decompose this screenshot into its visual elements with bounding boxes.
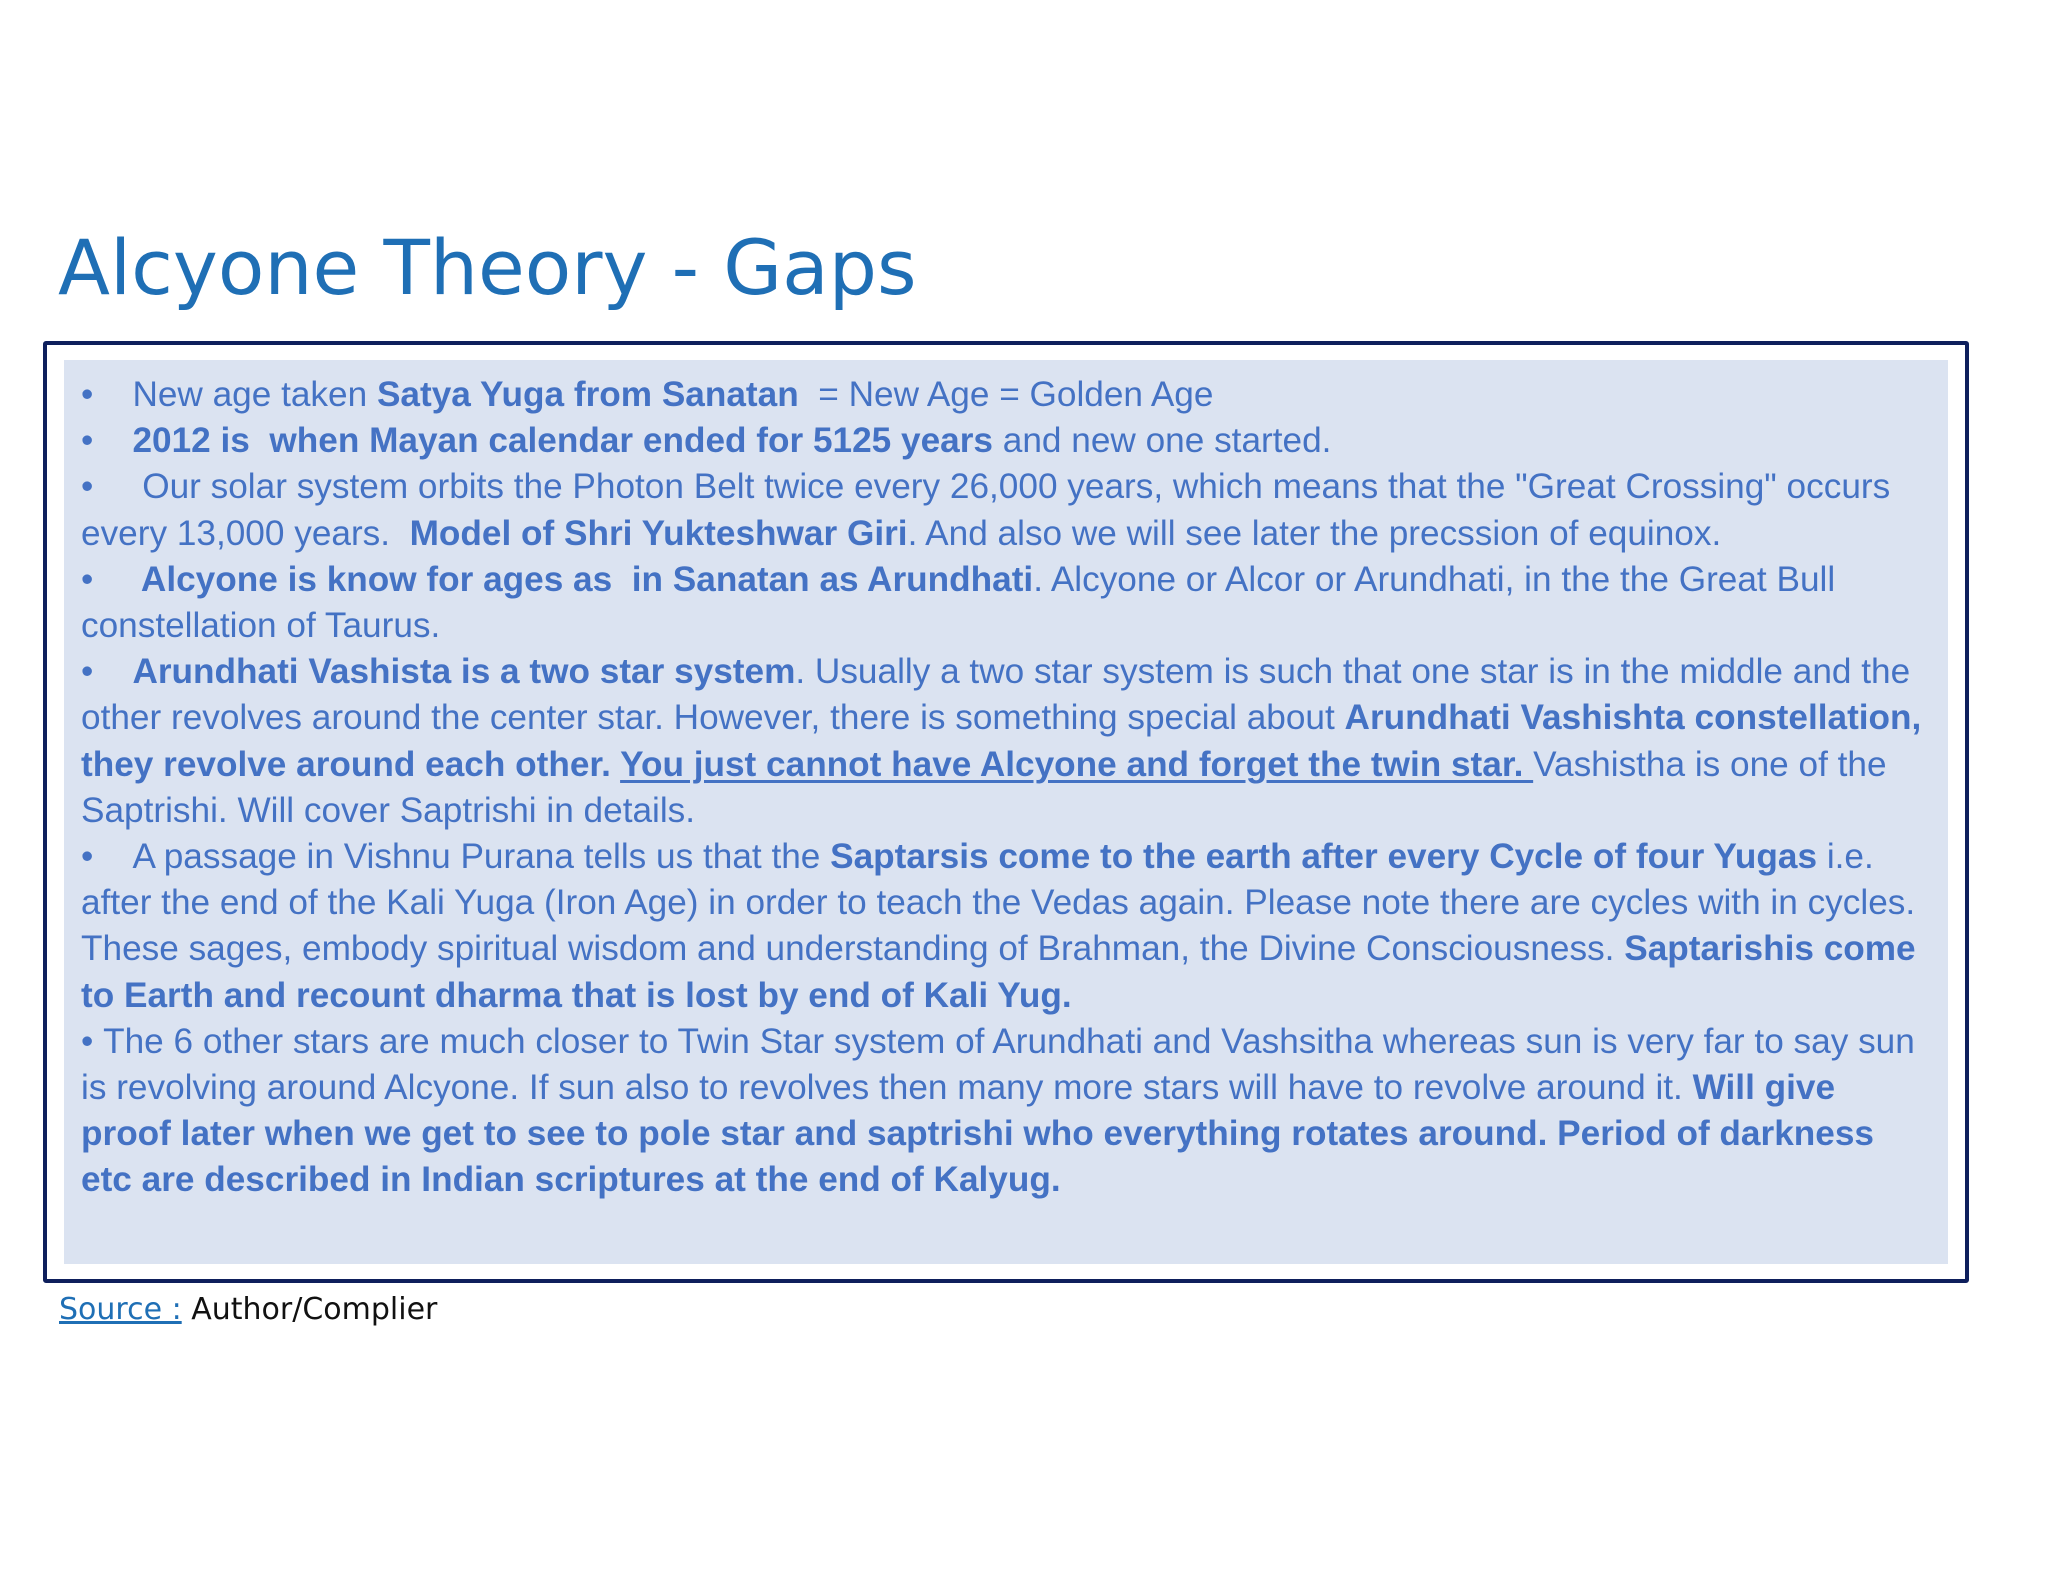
bold-text: Alcyone is know for ages as in Sanatan as Arundhati xyxy=(132,559,1034,599)
bullet-marker: • xyxy=(81,467,94,507)
body-text: and new one started. xyxy=(993,421,1332,461)
bold-text: Arundhati Vashishta constellation, they revolve around each other. xyxy=(81,698,1932,784)
bold-text: 2012 is when Mayan calendar ended for 5125 years xyxy=(132,421,994,461)
bold-text: Saptarsis come to the earth after every Cycle of four Yugas xyxy=(830,837,1818,877)
bullet-list xyxy=(64,360,1948,1264)
bullet-marker: • xyxy=(81,559,94,599)
body-text: A passage in Vishnu Purana tells us that the xyxy=(132,837,831,877)
bold-text: Will give proof later when we get to see to pole star and saptrishi who everything rotates around. Period of darkness etc are described in Indian scriptures at the end of Kalyug. xyxy=(81,1068,1884,1200)
bullet-marker: • xyxy=(81,375,94,414)
bullet-point xyxy=(81,649,1934,834)
bullet-marker: • xyxy=(81,837,94,877)
bold-text: Saptarishis come to Earth and recount dharma that is lost by end of Kali Yug. xyxy=(81,929,1926,1015)
body-text: . Usually a two star system is such that one star is in the middle and the other revolves around the center star. However, there is something special about xyxy=(81,652,1920,738)
bold-text: Model of Shri Yukteshwar Giri xyxy=(409,513,908,553)
bullet-point xyxy=(81,464,1934,556)
bullet-point xyxy=(81,418,1934,464)
source-value: Author/Complier xyxy=(191,1292,438,1327)
slide-title: Alcyone Theory - Gaps xyxy=(58,223,917,312)
body-text: i.e. after the end of the Kali Yuga (Iron Age) in order to teach the Vedas again. Please note there are cycles with in cycles. These sages, embody spiritual wisdom and understanding of Brahman, the Divine Consciousness. xyxy=(81,837,1925,969)
body-text: Our solar system orbits the Photon Belt twice every 26,000 years, which means that the "Great Crossing" occurs every 13,000 years. xyxy=(81,467,1900,553)
content-frame xyxy=(43,341,1969,1283)
bullet-point xyxy=(81,834,1934,1019)
bold-text: Arundhati Vashista is a two star system xyxy=(132,652,796,692)
body-text: Vashistha is one of the Saptrishi. Will cover Saptrishi in details. xyxy=(81,744,1897,830)
body-text: The 6 other stars are much closer to Twin Star system of Arundhati and Vashsitha whereas sun is very far to say sun is revolving around Alcyone. If sun also to revolves then many more stars will have to revolve around it. xyxy=(81,1021,1925,1108)
body-text: . And also we will see later the precssion of equinox. xyxy=(907,513,1722,553)
bullet-point xyxy=(81,557,1934,649)
body-text: New age taken xyxy=(132,375,377,414)
bullet-marker: • xyxy=(81,421,94,461)
body-text: . Alcyone or Alcor or Arundhati, in the the Great Bull constellation of Taurus. xyxy=(81,559,1845,646)
body-text: = New Age = Golden Age xyxy=(798,375,1214,414)
bullet-marker: • xyxy=(81,652,94,692)
source-line xyxy=(59,1290,437,1330)
bold-text: Satya Yuga from Sanatan xyxy=(376,375,799,414)
source-link[interactable]: Source : xyxy=(59,1292,182,1327)
bullet-marker: • xyxy=(81,1021,94,1061)
underlined-emphasis: You just cannot have Alcyone and forget the twin star. xyxy=(620,744,1534,784)
bullet-point xyxy=(81,1019,1934,1204)
bullet-point xyxy=(81,372,1934,418)
